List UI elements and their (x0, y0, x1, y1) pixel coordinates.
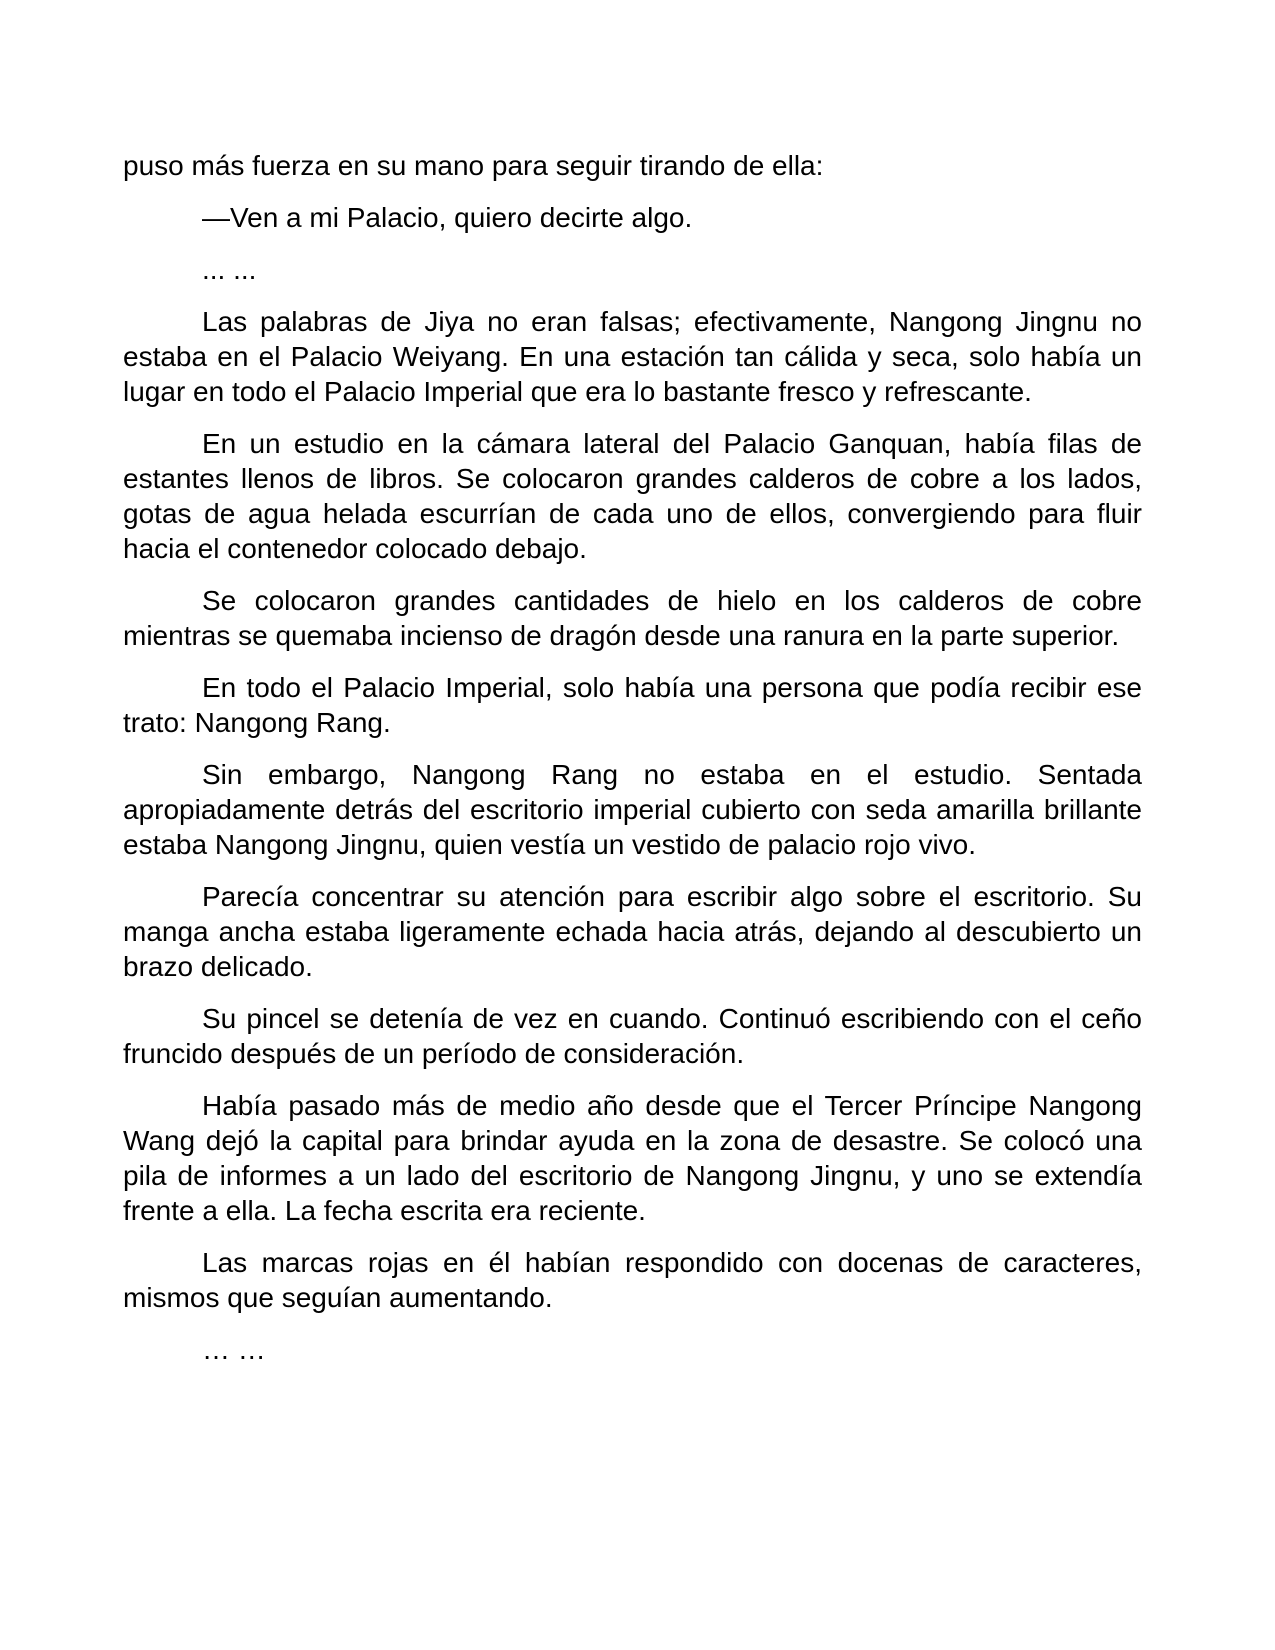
paragraph: Las palabras de Jiya no eran falsas; efectivamente, Nangong Jingnu no estaba en el Palacio Weiyang. En una estación tan cálida y seca, solo había un lugar en todo el Palacio Imperial que era lo bastante fresco y refrescante. (123, 306, 1142, 407)
paragraph: Parecía concentrar su atención para escribir algo sobre el escritorio. Su manga ancha estaba ligeramente echada hacia atrás, dejando al descubierto un brazo delicado. (123, 881, 1142, 982)
paragraph: Las marcas rojas en él habían respondido con docenas de caracteres, mismos que seguían aumentando. (123, 1247, 1142, 1313)
body-text (123, 148, 1142, 1384)
paragraph: Había pasado más de medio año desde que el Tercer Príncipe Nangong Wang dejó la capital para brindar ayuda en la zona de desastre. Se colocó una pila de informes a un lado del escritorio de Nangong Jingnu, y uno se extendía frente a ella. La fecha escrita era reciente. (123, 1090, 1142, 1226)
paragraph: Sin embargo, Nangong Rang no estaba en el estudio. Sentada apropiadamente detrás del escritorio imperial cubierto con seda amarilla brillante estaba Nangong Jingnu, quien vestía un vestido de palacio rojo vivo. (123, 759, 1142, 860)
paragraph: En un estudio en la cámara lateral del Palacio Ganquan, había filas de estantes llenos de libros. Se colocaron grandes calderos de cobre a los lados, gotas de agua helada escurrían de cada uno de ellos, convergiendo para fluir hacia el contenedor colocado debajo. (123, 428, 1142, 564)
paragraph: Su pincel se detenía de vez en cuando. Continuó escribiendo con el ceño fruncido después de un período de consideración. (123, 1003, 1142, 1069)
ellipsis-break: … … (202, 1334, 266, 1365)
dialogue-line: —Ven a mi Palacio, quiero decirte algo. (202, 202, 693, 233)
paragraph: Se colocaron grandes cantidades de hielo en los calderos de cobre mientras se quemaba incienso de dragón desde una ranura en la parte superior. (123, 585, 1142, 651)
ellipsis-break: ... ... (202, 254, 257, 285)
paragraph-continuation: puso más fuerza en su mano para seguir tirando de ella: (123, 150, 824, 181)
paragraph: En todo el Palacio Imperial, solo había una persona que podía recibir ese trato: Nangong Rang. (123, 672, 1142, 738)
